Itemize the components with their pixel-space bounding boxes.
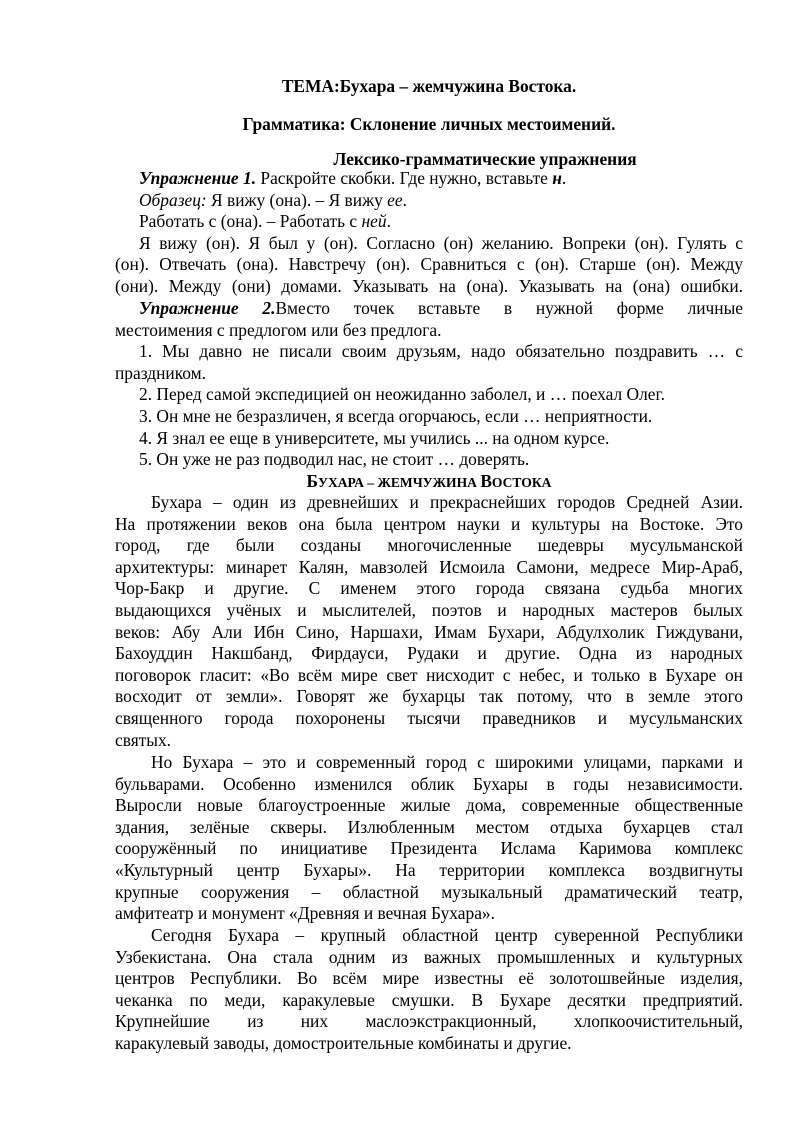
exercise-2-item: 2. Перед самой экспедицией он неожиданно заболел, и … поехал Олег.	[139, 384, 665, 405]
paragraph-line: сооружённый по инициативе Президента Ислама Каримова комплекс	[115, 838, 743, 859]
paragraph-line: чеканка по меди, каракулевые смушки. В Бухаре десятки предприятий.	[115, 989, 743, 1010]
paragraph-line: Бухара – один из древнейших и прекраснейших городов Средней Азии.	[151, 492, 743, 512]
paragraph-line: На протяжении веков она была центром науки и культуры на Востоке. Это	[115, 513, 743, 534]
exercises-heading: Лексико-грамматические упражнения	[333, 149, 637, 169]
paragraph-line: здания, зелёные скверы. Излюбленным местом отдыха бухарцев стал	[115, 816, 743, 837]
paragraph-1	[115, 492, 743, 751]
exercise-2-instruction-cont: местоимения с предлогом или без предлога.	[115, 319, 442, 340]
paragraph-line: Бахоуддин Накшбанд, Фирдауси, Рудаки и другие. Одна из народных	[115, 643, 743, 664]
exercise-1	[115, 168, 743, 298]
text-heading: БУХАРА – ЖЕМЧУЖИНА ВОСТОКА	[306, 471, 552, 491]
exercise-1-line: Я вижу (он). Я был у (он). Согласно (он) желанию. Вопреки (он). Гулять с	[139, 232, 743, 253]
page-title: ТЕМА:Бухара – жемчужина Востока.	[281, 76, 577, 96]
paragraph-line: Выросли новые благоустроенные жилые дома, современные общественные	[115, 795, 743, 816]
paragraph-2	[115, 752, 743, 925]
exercise-2	[115, 298, 743, 471]
paragraph-line: город, где были созданы многочисленные шедевры мусульманской	[115, 535, 743, 556]
paragraph-line: святых.	[115, 729, 172, 750]
exercise-1-line: (он). Отвечать (она). Навстречу (он). Сравниться с (он). Старше (он). Между	[115, 254, 743, 275]
paragraph-line: крупные сооружения – областной музыкальный драматический театр,	[115, 881, 743, 902]
paragraph-3	[115, 925, 743, 1055]
paragraph-line: священного города похоронены тысячи праведников и мусульманских	[115, 707, 743, 728]
paragraph-line: Крупнейшие из них маслоэкстракционный, хлопкоочистительный,	[115, 1011, 743, 1032]
paragraph-line: каракулевый заводы, домостроительные комбинаты и другие.	[115, 1032, 572, 1053]
paragraph-line: выдающихся учёных и мыслителей, поэтов и народных мастеров былых	[115, 599, 743, 620]
paragraph-line: восходит от земли». Говорят же бухарцы так потому, что в земле этого	[115, 686, 743, 707]
paragraph-line: архитектуры: минарет Калян, мавзолей Исмоила Самони, медресе Мир-Араб,	[115, 556, 743, 577]
exercise-2-item: 5. Он уже не раз подводил нас, не стоит … доверять.	[139, 449, 530, 470]
paragraph-line: Чор-Бакр и другие. С именем этого города связана судьба многих	[115, 578, 743, 599]
exercise-2-instruction: Упражнение 2.Вместо точек вставьте в нужной форме личные	[139, 298, 744, 318]
document-page	[115, 0, 743, 1131]
paragraph-line: Сегодня Бухара – крупный областной центр суверенной Республики	[151, 925, 743, 945]
paragraph-line: Но Бухара – это и современный город с широкими улицами, парками и	[151, 752, 743, 772]
paragraph-line: бульварами. Особенно изменился облик Бухары в годы независимости.	[115, 773, 743, 794]
exercise-1-sample-2: Работать с (она). – Работать с ней.	[139, 211, 391, 232]
paragraph-line: веков: Абу Али Ибн Сино, Наршахи, Имам Бухари, Абдулхолик Гиждувани,	[115, 621, 743, 642]
paragraph-line: амфитеатр и монумент «Древняя и вечная Бухара».	[115, 903, 495, 924]
exercise-2-item: 3. Он мне не безразличен, я всегда огорчаюсь, если … неприятности.	[139, 405, 653, 426]
exercise-1-instruction: Упражнение 1. Раскройте скобки. Где нужно, вставьте н.	[139, 168, 567, 188]
exercise-2-item: 4. Я знал ее еще в университете, мы учились ... на одном курсе.	[139, 427, 610, 448]
exercise-2-item: праздником.	[115, 362, 207, 383]
exercise-1-sample: Образец: Я вижу (она). – Я вижу ее.	[139, 189, 407, 210]
paragraph-line: центров Республики. Во всём мире известны её золотошвейные изделия,	[115, 968, 743, 989]
grammar-title: Грамматика: Склонение личных местоимений.	[242, 114, 616, 134]
exercise-2-item: 1. Мы давно не писали своим друзьям, надо обязательно поздравить … с	[139, 341, 743, 362]
paragraph-line: поговорок гласит: «Во всём мире свет нисходит с небес, и только в Бухаре он	[115, 664, 743, 685]
exercise-1-line: (они). Между (они) домами. Указывать на (она). Указывать на (она) ошибки.	[115, 275, 743, 296]
paragraph-line: «Культурный центр Бухары». На территории комплекса воздвигнуты	[115, 859, 743, 880]
paragraph-line: Узбекистана. Она стала одним из важных промышленных и культурных	[115, 946, 743, 967]
